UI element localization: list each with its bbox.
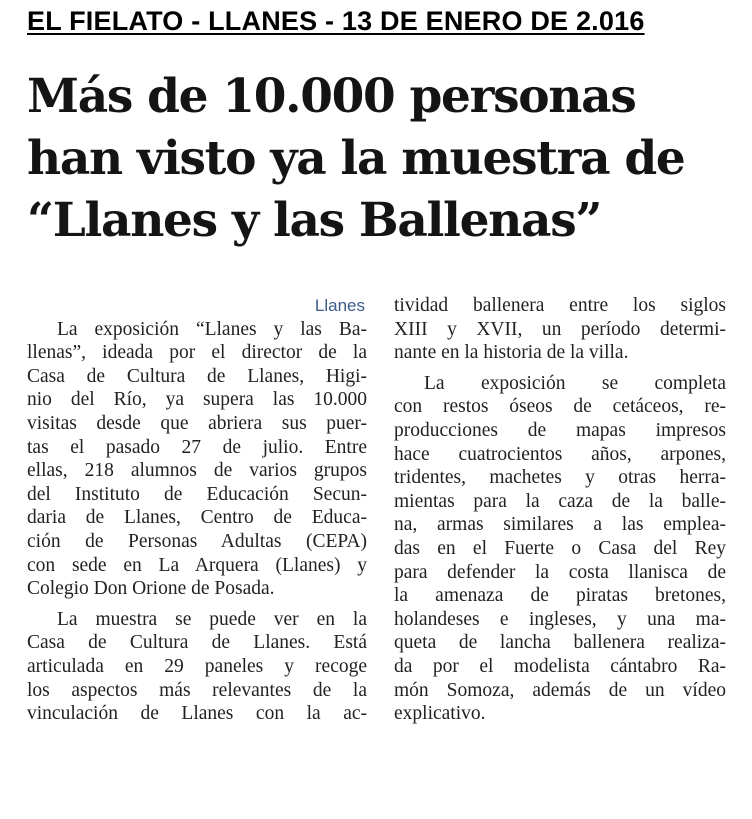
article-column-right: [394, 294, 726, 726]
text-line: nante en la historia de la villa.: [394, 342, 629, 364]
text-line: la amenaza de piratas bretones,: [394, 585, 726, 607]
headline: [27, 66, 747, 252]
headline-line-1: Más de 10.000 personas: [27, 69, 636, 124]
text-line: mientas para la caza de la balle-: [394, 490, 726, 512]
text-line: das en el Fuerte o Casa del Rey: [394, 537, 726, 559]
text-line: tas el pasado 27 de julio. Entre: [27, 436, 367, 458]
text-line: món Somoza, además de un vídeo: [394, 679, 726, 701]
text-line: holandeses e ingleses, y una ma-: [394, 608, 726, 630]
text-line: Casa de Cultura de Llanes. Está: [27, 632, 367, 654]
text-line: daria de Llanes, Centro de Educa-: [27, 507, 367, 529]
article-column-left: [27, 294, 367, 726]
text-line: con sede en La Arquera (Llanes) y: [27, 554, 367, 576]
text-line: del Instituto de Educación Secun-: [27, 483, 367, 505]
text-line: La exposición “Llanes y las Ba-: [57, 318, 367, 340]
text-line: Casa de Cultura de Llanes, Higi-: [27, 365, 367, 387]
text-line: XIII y XVII, un período determi-: [394, 318, 726, 340]
text-line: La muestra se puede ver en la: [57, 608, 367, 630]
text-line: hace cuatrocientos años, arpones,: [394, 443, 726, 465]
text-line: nio del Río, ya supera las 10.000: [27, 389, 367, 411]
text-line: explicativo.: [394, 703, 486, 725]
text-line: con restos óseos de cetáceos, re-: [394, 396, 726, 418]
text-line: da por el modelista cántabro Ra-: [394, 655, 726, 677]
text-line: producciones de mapas impresos: [394, 419, 726, 441]
text-line: vinculación de Llanes con la ac-: [27, 703, 367, 725]
text-line: tividad ballenera entre los siglos: [394, 295, 726, 316]
text-line: na, armas similares a las emplea-: [394, 514, 726, 536]
text-line: llenas”, ideada por el director de la: [27, 342, 367, 364]
text-line: visitas desde que abriera sus puer-: [27, 412, 367, 434]
headline-line-2: han visto ya la muestra de: [27, 131, 685, 186]
location-tag: Llanes: [314, 296, 365, 315]
text-line: tridentes, machetes y otras herra-: [394, 467, 726, 489]
text-line: La exposición se completa: [424, 372, 726, 394]
text-line: los aspectos más relevantes de la: [27, 679, 367, 701]
text-line: queta de lancha ballenera realiza-: [394, 632, 726, 654]
newspaper-header: EL FIELATO - LLANES - 13 DE ENERO DE 2.016: [27, 6, 645, 36]
text-line: ellas, 218 alumnos de varios grupos: [27, 460, 367, 482]
headline-line-3: “Llanes y las Ballenas”: [27, 193, 602, 248]
text-line: para defender la costa llanisca de: [394, 561, 726, 583]
text-line: Colegio Don Orione de Posada.: [27, 578, 275, 600]
text-line: ción de Personas Adultas (CEPA): [27, 530, 367, 552]
text-line: articulada en 29 paneles y recoge: [27, 655, 367, 677]
